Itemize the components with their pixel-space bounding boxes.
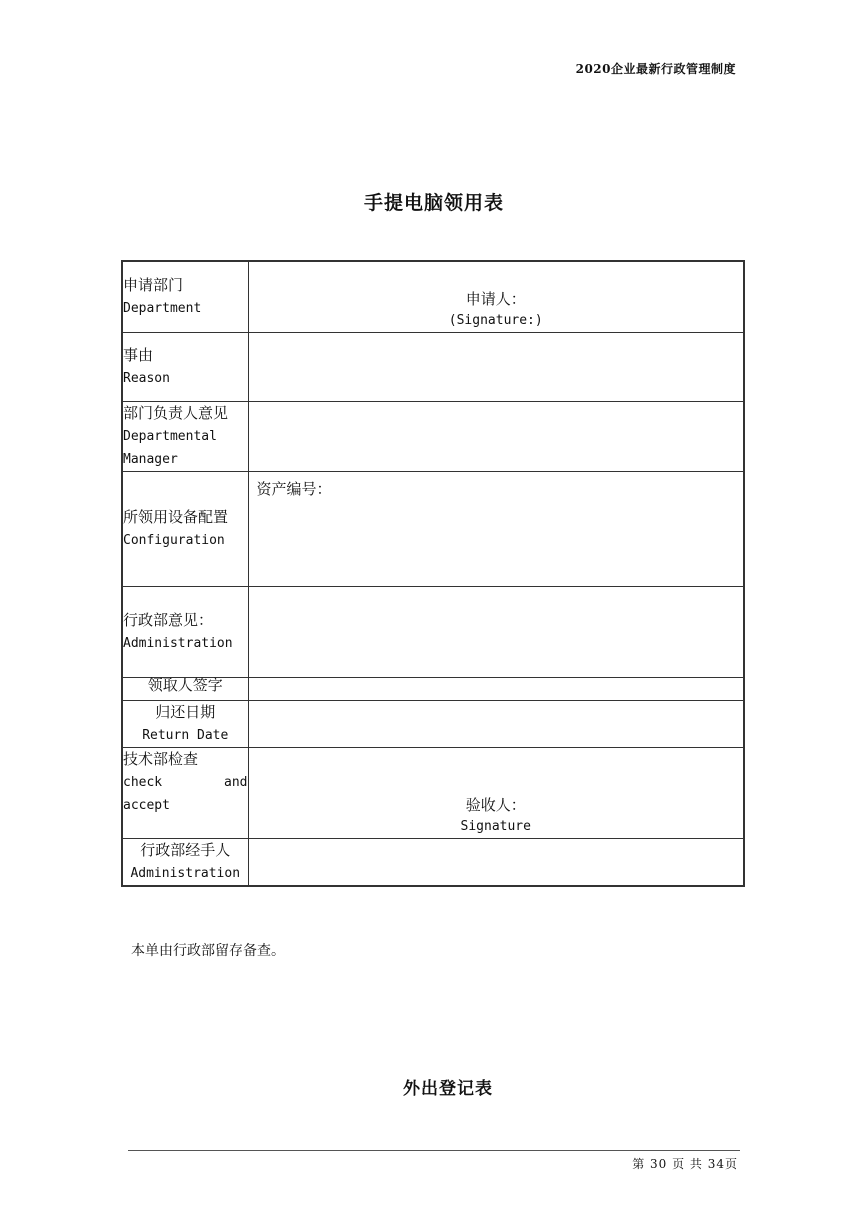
applicant-label-en: (Signature:) — [448, 313, 543, 328]
table-row — [122, 678, 744, 701]
tech-check-value-cell[interactable] — [248, 748, 744, 839]
acceptor-label-en: Signature — [460, 819, 531, 834]
next-form-title: 外出登记表 — [403, 1079, 493, 1099]
department-value-cell[interactable] — [248, 261, 744, 333]
asset-number-label: 资产编号： — [256, 480, 332, 498]
admin-opinion-label-en: Administration — [123, 636, 233, 651]
manager-label-zh: 部门负责人意见 — [123, 404, 229, 422]
tech-check-label-zh: 技术部检查 — [123, 750, 199, 768]
handler-label-cell — [122, 839, 248, 887]
table-row — [122, 333, 744, 402]
tech-check-label-en-1 — [123, 771, 248, 794]
table-row — [122, 701, 744, 748]
manager-label-en-1: Departmental — [123, 429, 217, 444]
department-label-cell — [122, 261, 248, 333]
return-date-label-zh: 归还日期 — [155, 703, 216, 721]
return-date-label-cell — [122, 701, 248, 748]
table-row — [122, 839, 744, 887]
page-number: 第 30 页 共 34页 — [632, 1157, 738, 1171]
reason-value-cell[interactable] — [248, 333, 744, 402]
config-label-en: Configuration — [123, 533, 225, 548]
tech-check-word-and: and — [224, 775, 248, 790]
department-label-en: Department — [123, 301, 202, 316]
reason-label-en: Reason — [123, 371, 170, 386]
table-row — [122, 472, 744, 587]
return-date-label-en: Return Date — [142, 728, 229, 743]
table-row — [122, 261, 744, 333]
table-row — [122, 402, 744, 472]
config-label-zh: 所领用设备配置 — [123, 508, 229, 526]
receiver-signature-cell[interactable] — [248, 678, 744, 701]
department-label-zh: 申请部门 — [123, 276, 184, 294]
receiver-label-cell — [122, 678, 248, 701]
reason-label-cell — [122, 333, 248, 402]
manager-value-cell[interactable] — [248, 402, 744, 472]
form-title: 手提电脑领用表 — [363, 192, 504, 214]
manager-label-cell — [122, 402, 248, 472]
footer-divider — [128, 1150, 740, 1151]
config-label-cell — [122, 472, 248, 587]
reason-label-zh: 事由 — [123, 346, 154, 364]
admin-opinion-label-cell — [122, 587, 248, 678]
laptop-requisition-form — [121, 260, 745, 887]
handler-value-cell[interactable] — [248, 839, 744, 887]
config-value-cell[interactable] — [248, 472, 744, 587]
applicant-label-zh: 申请人： — [465, 290, 526, 308]
table-row — [122, 748, 744, 839]
manager-label-en-2: Manager — [123, 452, 178, 467]
admin-opinion-value-cell[interactable] — [248, 587, 744, 678]
admin-opinion-label-zh: 行政部意见： — [123, 611, 214, 629]
handler-label-en: Administration — [130, 866, 241, 881]
return-date-value-cell[interactable] — [248, 701, 744, 748]
document-header: 2020企业最新行政管理制度 — [575, 62, 736, 76]
handler-label-zh: 行政部经手人 — [140, 841, 231, 859]
tech-check-word-check: check — [123, 775, 163, 790]
tech-check-label-cell — [122, 748, 248, 839]
tech-check-label-en-2: accept — [123, 798, 170, 813]
retention-note: 本单由行政部留存备查。 — [131, 943, 285, 959]
table-row — [122, 587, 744, 678]
acceptor-label-zh: 验收人： — [465, 796, 526, 814]
receiver-label-zh: 领取人签字 — [147, 676, 223, 694]
